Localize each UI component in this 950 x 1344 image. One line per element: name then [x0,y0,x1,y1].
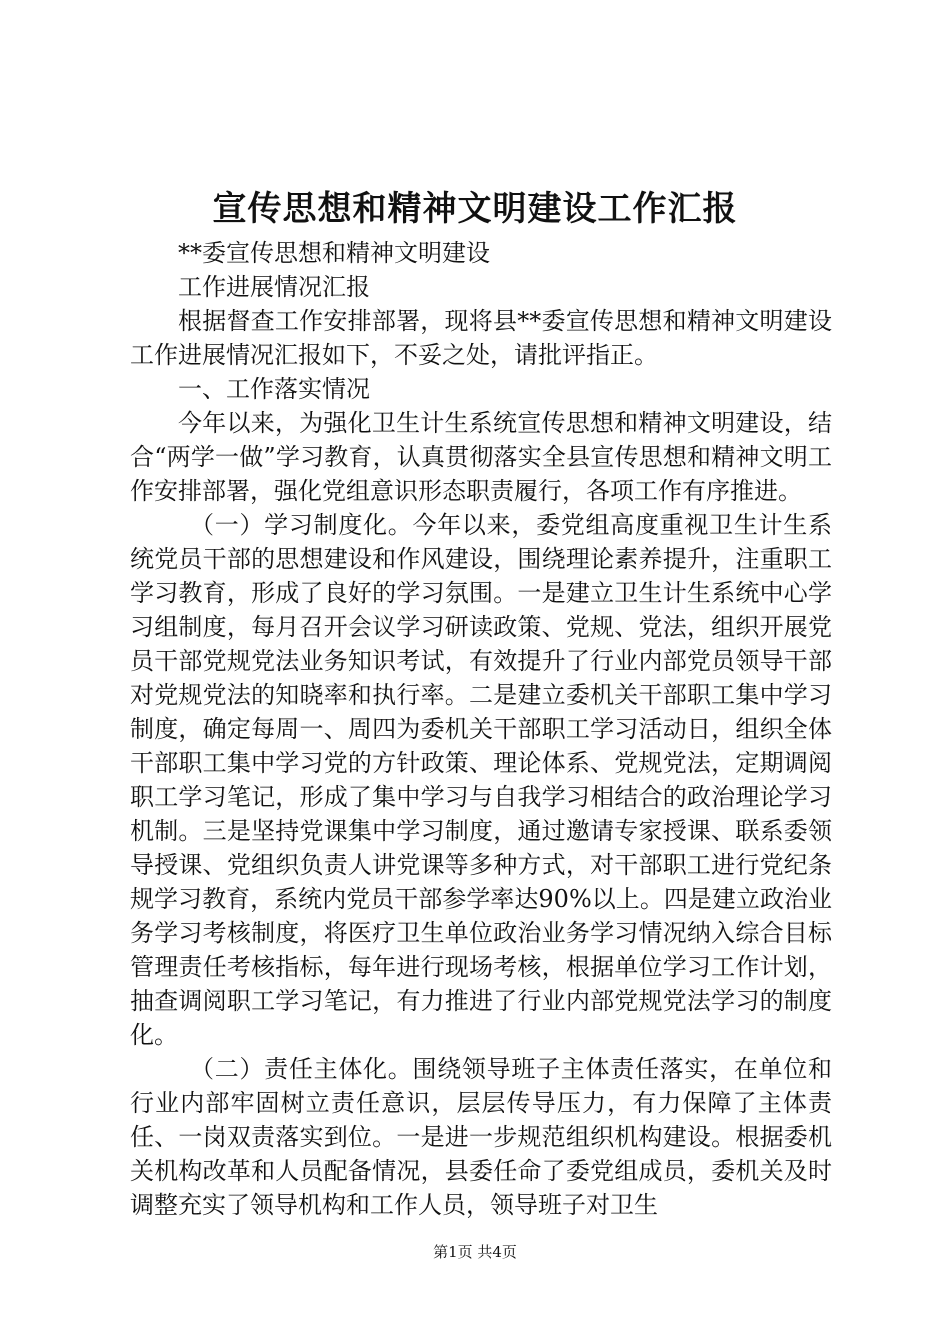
intro-paragraph: 根据督查工作安排部署，现将县**委宣传思想和精神文明建设工作进展情况汇报如下，不妥之处，请批评指正。 [130,307,832,369]
body-paragraph: 今年以来，为强化卫生计生系统宣传思想和精神文明建设，结合“两学一做”学习教育，认真贯彻落实全县宣传思想和精神文明工作安排部署，强化党组意识形态职责履行，各项工作有序推进。 [130,409,832,505]
subtitle-line-1: **委宣传思想和精神文明建设 [178,239,490,267]
body-paragraph: （一）学习制度化。今年以来，委党组高度重视卫生计生系统党员干部的思想建设和作风建设，围绕理论素养提升，注重职工学习教育，形成了良好的学习氛围。一是建立卫生计生系统中心学习组制度，每月召开会议学习研读政策、党规、党法，组织开展党员干部党规党法业务知识考试，有效提升了行业内部党员领导干部对党规党法的知晓率和执行率。二是建立委机关干部职工集中学习制度，确定每周一、周四为委机关干部职工学习活动日，组织全体干部职工集中学习党的方针政策、理论体系、党规党法，定期调阅职工学习笔记，形成了集中学习与自我学习相结合的政治理论学习机制。三是坚持党课集中学习制度，通过邀请专家授课、联系委领导授课、党组织负责人讲党课等多种方式，对干部职工进行党纪条规学习教育，系统内党员干部参学率达90%以上。四是建立政治业务学习考核制度，将医疗卫生单位政治业务学习情况纳入综合目标管理责任考核指标，每年进行现场考核，根据单位学习工作计划，抽查调阅职工学习笔记，有力推进了行业内部党规党法学习的制度化。 [130,511,832,1049]
page-number-footer: 第1页 共4页 [433,1243,517,1261]
body-paragraph: （二）责任主体化。围绕领导班子主体责任落实，在单位和行业内部牢固树立责任意识，层层传导压力，有力保障了主体责任、一岗双责落实到位。一是进一步规范组织机构建设。根据委机关机构改革和人员配备情况，县委任命了委党组成员，委机关及时调整充实了领导机构和工作人员，领导班子对卫生 [130,1055,832,1219]
document-title: 宣传思想和精神文明建设工作汇报 [212,189,738,229]
subtitle-line-2: 工作进展情况汇报 [178,273,370,301]
document-body [130,236,832,1222]
section-heading: 一、工作落实情况 [178,375,370,403]
